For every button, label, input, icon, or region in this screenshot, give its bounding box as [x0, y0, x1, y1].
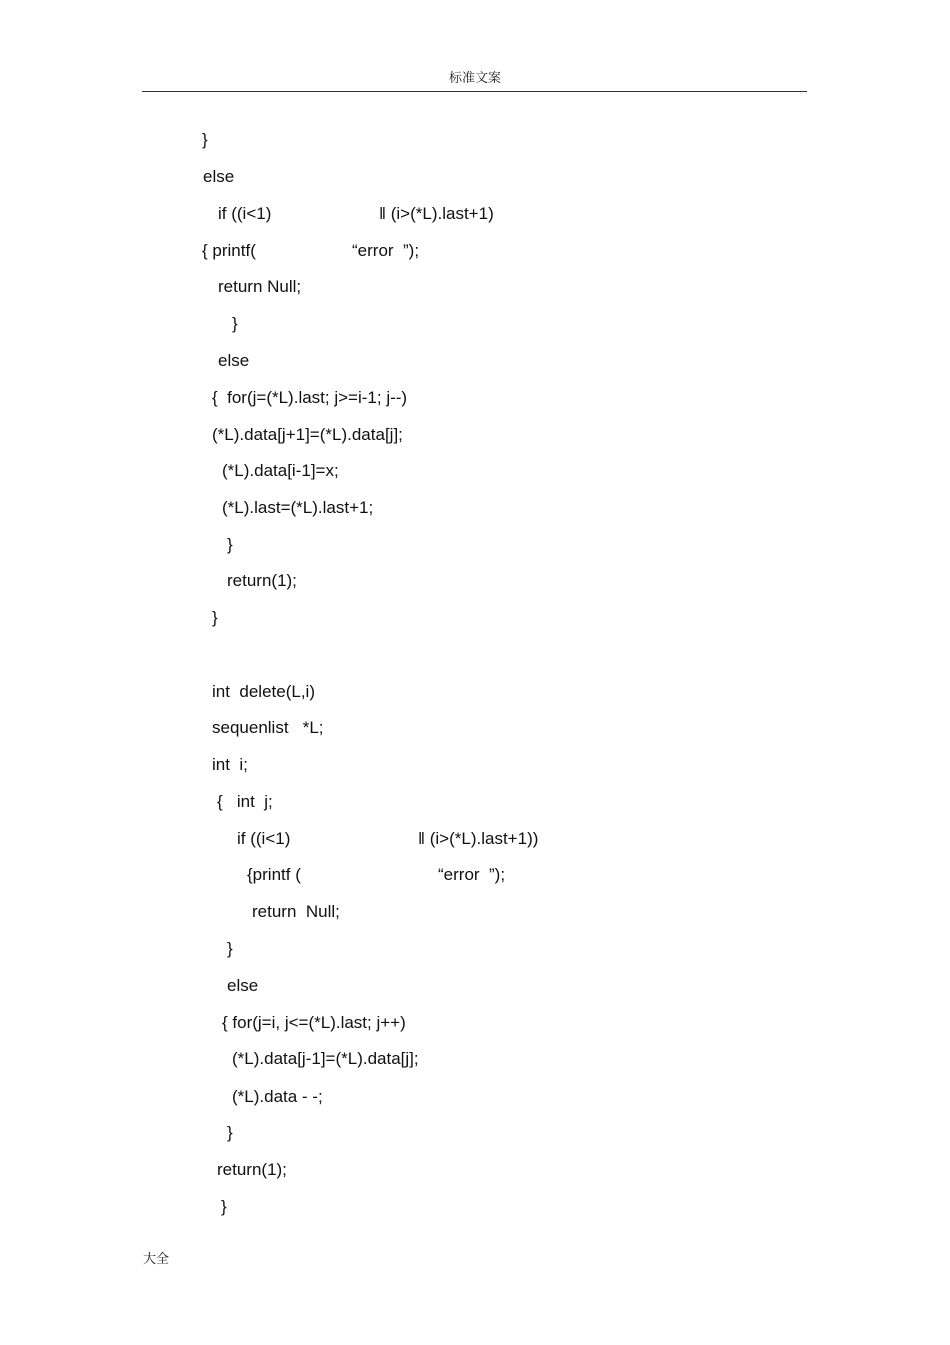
code-text: } — [232, 314, 238, 333]
code-text: (*L).last=(*L).last+1; — [222, 498, 374, 517]
code-text: } — [227, 1123, 233, 1142]
code-text: } — [227, 535, 233, 554]
code-text: return Null; — [218, 277, 302, 296]
code-text: else — [218, 351, 250, 370]
code-text: { for(j=(*L).last; j>=i-1; j--) — [212, 388, 408, 407]
header-divider — [142, 91, 807, 92]
code-text: (*L).data[j+1]=(*L).data[j]; — [212, 425, 403, 444]
page-footer-text: 大全 — [143, 1252, 170, 1267]
page-header-title: 标准文案 — [448, 71, 501, 86]
code-text: if ((i<1) — [218, 204, 272, 223]
code-text: } — [221, 1197, 227, 1216]
code-text: if ((i<1) — [237, 829, 291, 848]
code-text: return(1); — [227, 571, 297, 590]
code-text: int i; — [212, 755, 248, 774]
code-text: return(1); — [217, 1160, 287, 1179]
code-text: “error ”); — [438, 865, 506, 884]
code-text: { printf( — [202, 241, 256, 260]
code-text: ‖ (i>(*L).last+1) — [379, 204, 494, 223]
code-text: return Null; — [252, 902, 340, 921]
code-text: “error ”); — [352, 241, 420, 260]
code-text: int delete(L,i) — [212, 682, 315, 701]
code-text: } — [212, 608, 218, 627]
code-text: sequenlist *L; — [212, 718, 324, 737]
code-text: (*L).data[j-1]=(*L).data[j]; — [232, 1049, 419, 1068]
code-text: (*L).data - -; — [232, 1087, 323, 1106]
code-text: (*L).data[i-1]=x; — [222, 461, 339, 480]
code-text: } — [202, 130, 208, 149]
code-text: { for(j=i, j<=(*L).last; j++) — [222, 1013, 406, 1032]
code-text: else — [203, 167, 235, 186]
code-text: else — [227, 976, 259, 995]
code-text: ‖ (i>(*L).last+1)) — [418, 829, 539, 848]
code-text: } — [227, 939, 233, 958]
code-text: { int j; — [217, 792, 273, 811]
code-text: {printf ( — [247, 865, 301, 884]
